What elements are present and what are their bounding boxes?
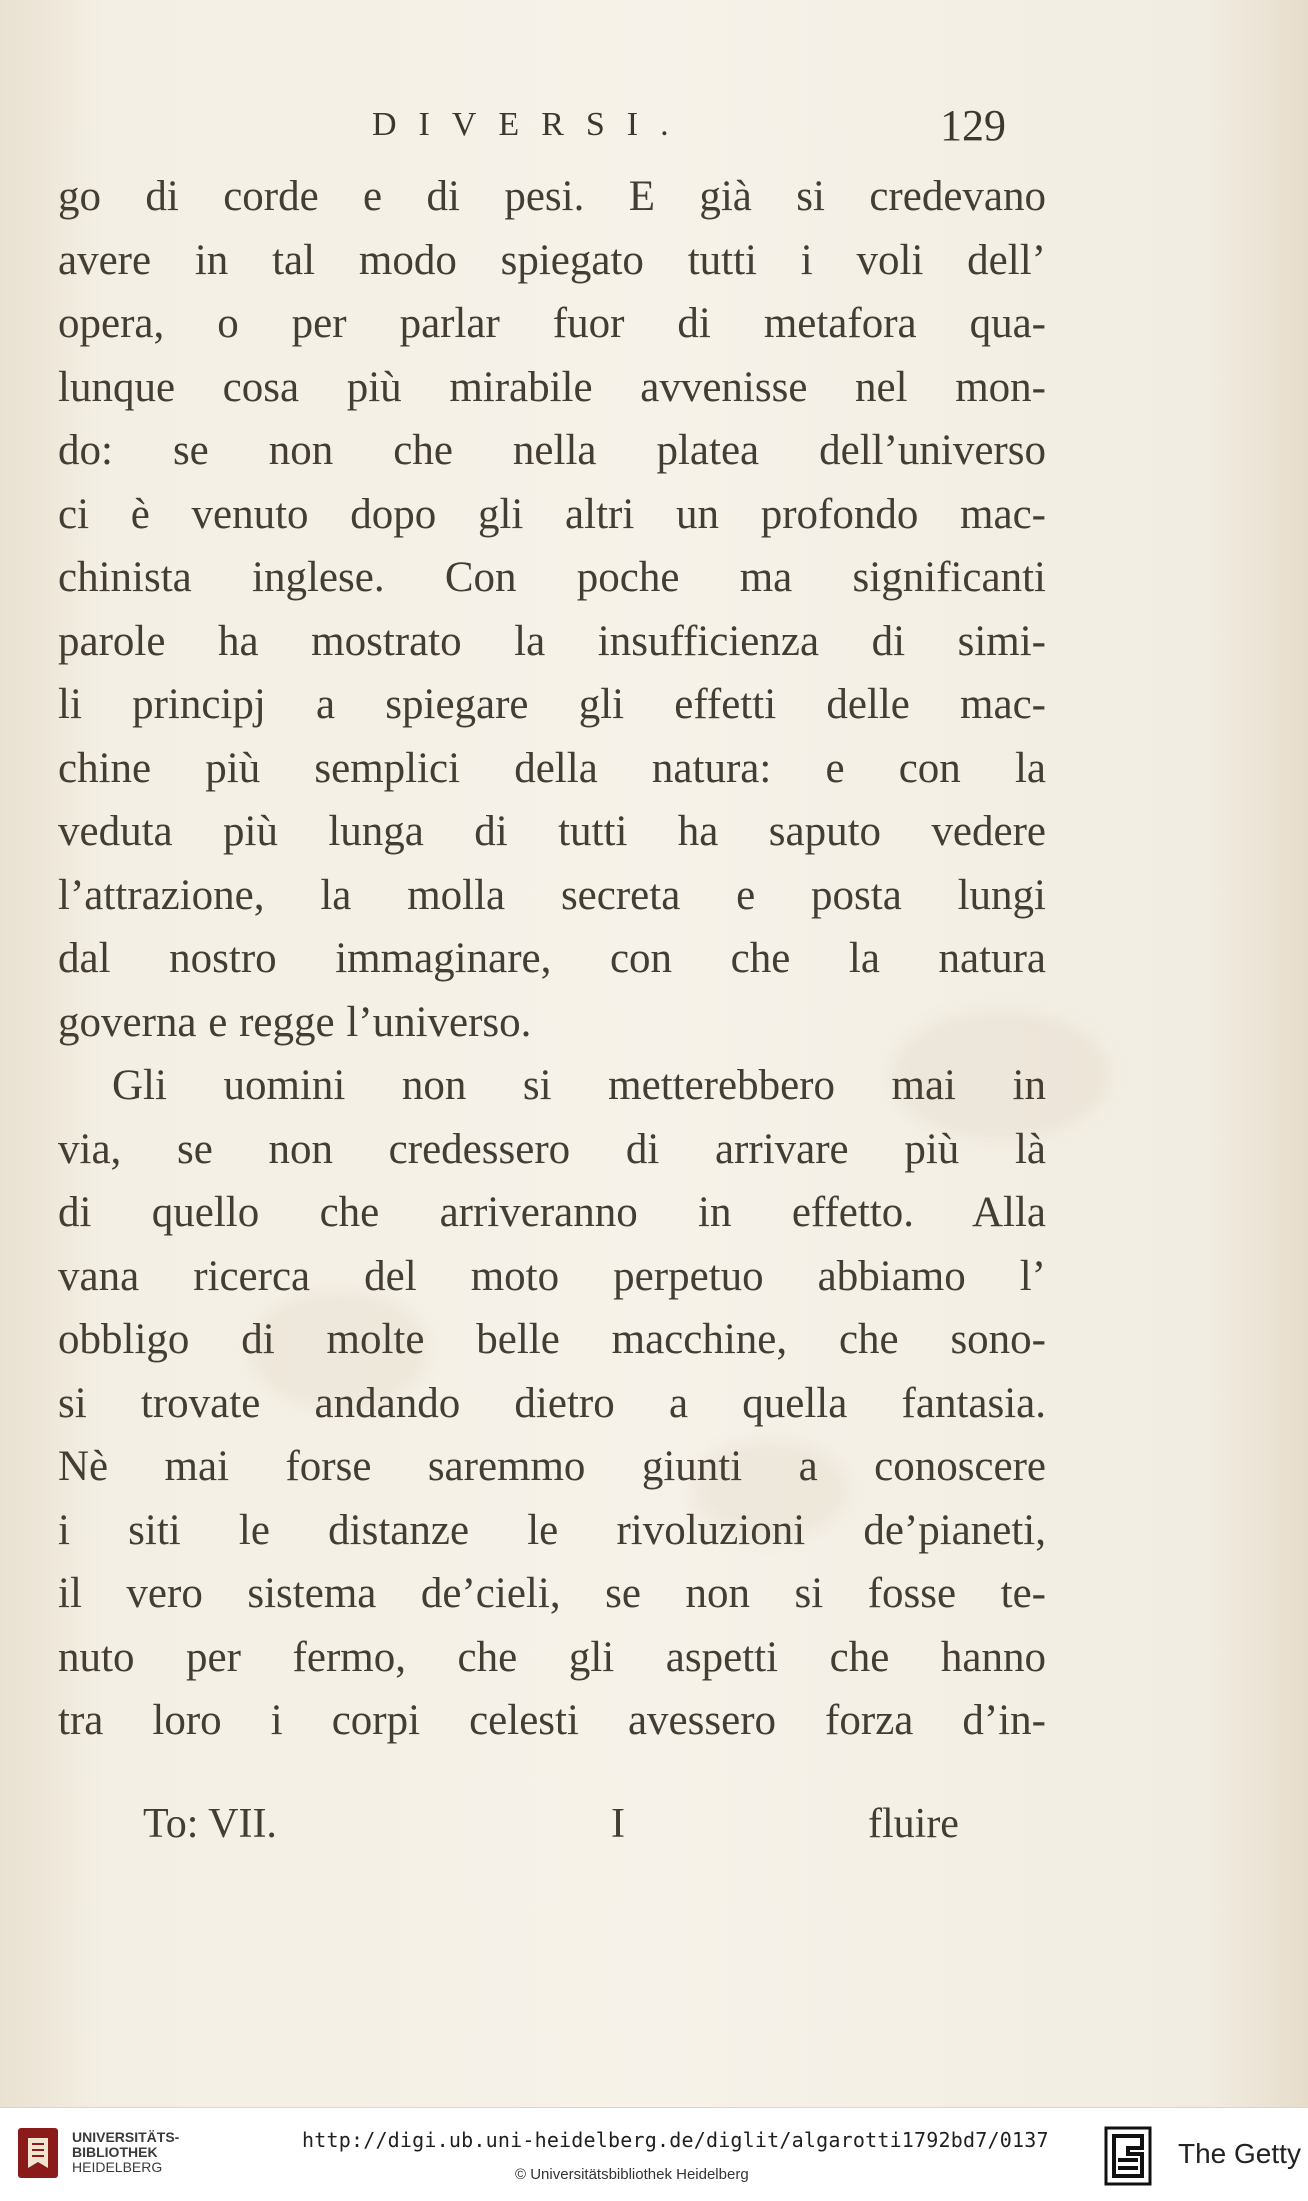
text-line: si trovate andando dietro a quella fantasia.: [58, 1379, 1046, 1427]
text-line: i siti le distanze le rivoluzioni de’pianeti,: [58, 1506, 1046, 1554]
permalink-url[interactable]: http://digi.ub.uni-heidelberg.de/diglit/algarotti1792bd7/0137: [302, 2128, 1049, 2152]
text-line: ci è venuto dopo gli altri un profondo mac-: [58, 490, 1046, 538]
text-line: di quello che arriveranno in effetto. Alla: [58, 1189, 1046, 1236]
page-footer: [0, 1800, 1308, 1860]
text-line: vana ricerca del moto perpetuo abbiamo l’: [58, 1252, 1046, 1300]
text-line: parole ha mostrato la insufficienza di simi-: [58, 617, 1046, 665]
text-line: tra loro i corpi celesti avessero forza d’in-: [58, 1697, 1046, 1744]
text-line: avere in tal modo spiegato tutti i voli dell’: [58, 236, 1046, 284]
library-name-line: UNIVERSITÄTS-: [72, 2129, 180, 2145]
text-line-paragraph-start: Gli uomini non si metterebbero mai in: [112, 1062, 1046, 1109]
page-header: [0, 101, 1308, 156]
library-name: [72, 2130, 192, 2175]
catchword: fluire: [868, 1801, 959, 1847]
text-line: chine più semplici della natura: e con la: [58, 744, 1046, 792]
signature-letter: I: [611, 1801, 625, 1847]
university-library-logo-icon: [16, 2126, 60, 2180]
copyright-notice: © Universitätsbibliothek Heidelberg: [515, 2166, 749, 2183]
text-line: Nè mai forse saremmo giunti a conoscere: [58, 1443, 1046, 1490]
text-line: obbligo di molte belle macchine, che sono-: [58, 1316, 1046, 1363]
library-name-line: BIBLIOTHEK: [72, 2144, 158, 2160]
text-line-paragraph-end: governa e regge l’universo.: [58, 998, 532, 1046]
text-line: chinista inglese. Con poche ma significanti: [58, 554, 1046, 601]
text-line: via, se non credessero di arrivare più là: [58, 1125, 1046, 1173]
text-line: dal nostro immaginare, con che la natura: [58, 935, 1046, 982]
running-head: DIVERSI.: [372, 106, 691, 143]
library-name-line: HEIDELBERG: [72, 2159, 163, 2175]
getty-logo-icon: [1104, 2126, 1152, 2186]
text-line: l’attrazione, la molla secreta e posta lungi: [58, 871, 1046, 919]
text-line: lunque cosa più mirabile avvenisse nel mon-: [58, 363, 1046, 411]
text-line: do: se non che nella platea dell’universo: [58, 427, 1046, 474]
signature-mark: To: VII.: [143, 1801, 277, 1847]
viewer-footer-bar: [0, 2107, 1308, 2201]
text-line: veduta più lunga di tutti ha saputo vedere: [58, 808, 1046, 855]
body-text: [58, 165, 1046, 1753]
text-line: opera, o per parlar fuor di metafora qua-: [58, 300, 1046, 347]
text-line: li principj a spiegare gli effetti delle mac-: [58, 681, 1046, 728]
text-line: il vero sistema de’cieli, se non si fosse te-: [58, 1570, 1046, 1617]
text-line: go di corde e di pesi. E già si credevano: [58, 173, 1046, 220]
page-number: 129: [940, 101, 1006, 150]
text-line: nuto per fermo, che gli aspetti che hanno: [58, 1633, 1046, 1681]
getty-label: The Getty: [1178, 2138, 1301, 2169]
